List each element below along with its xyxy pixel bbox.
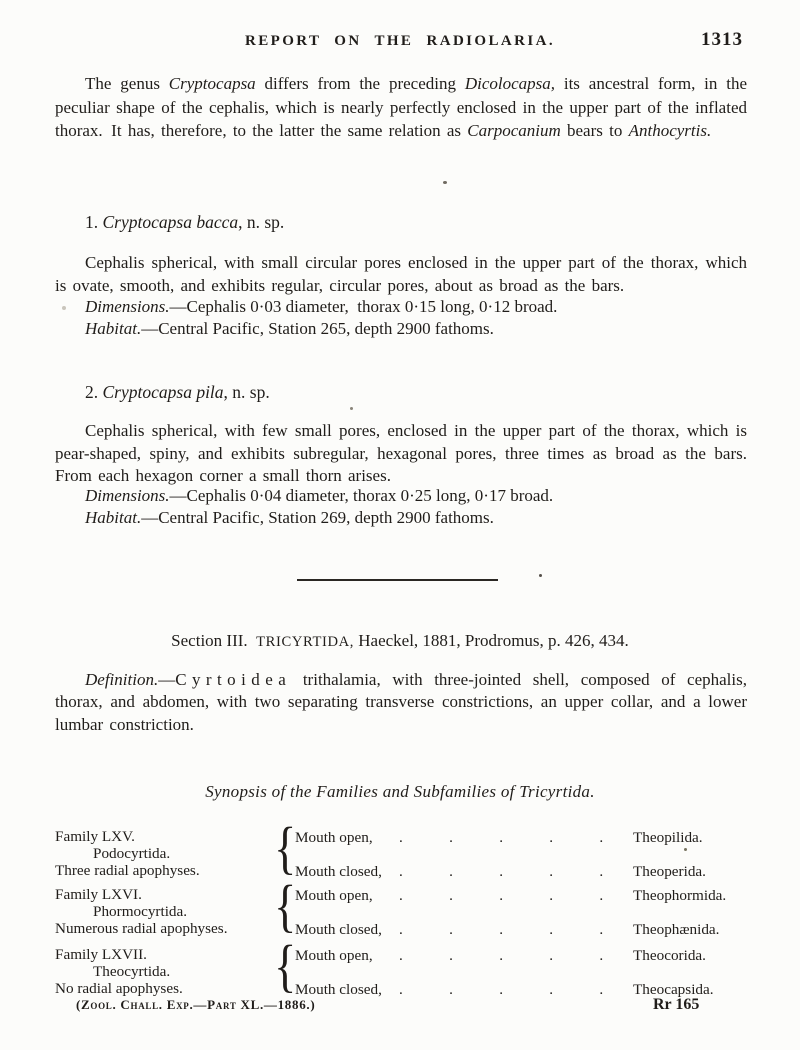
- family-result-label: Theocorida.: [633, 947, 706, 964]
- text-segment: —Central Pacific, Station 269, depth 2900 fathoms.: [141, 508, 494, 527]
- subfamily-label: Phormocyrtida.: [93, 903, 188, 920]
- family-label: Family LXVII.: [55, 946, 147, 963]
- synopsis-title: Synopsis of the Families and Subfamilies of Tricyrtida.: [205, 782, 595, 801]
- intro-paragraph: [55, 72, 747, 143]
- left-brace: {: [274, 815, 297, 880]
- family-result-label: Theophænida.: [633, 921, 720, 938]
- text-segment: Definition.: [85, 670, 159, 689]
- dot-leader: . . . . .: [399, 981, 604, 998]
- scan-speck: [684, 848, 687, 851]
- mouth-condition-label: Mouth closed,: [295, 863, 382, 880]
- running-head: REPORT ON THE RADIOLARIA.: [245, 33, 555, 49]
- text-segment: Cryptocapsa: [168, 74, 256, 93]
- species-1-heading: [85, 212, 284, 233]
- family-group-lxv: [0, 815, 800, 890]
- mouth-condition-label: Mouth open,: [295, 947, 373, 964]
- family-label: Family LXV.: [55, 828, 135, 845]
- text-segment: Haeckel, 1881, Prodromus, p. 426, 434.: [354, 631, 629, 650]
- species-2-habitat: [85, 508, 494, 528]
- species-2-dimensions: [85, 486, 553, 506]
- section-divider-rule: [297, 579, 498, 581]
- text-segment: Cyrtoidea: [175, 670, 292, 689]
- dot-leader: . . . . .: [399, 829, 604, 846]
- text-segment: trithalamia, with three-jointed shell, composed of cephalis, thorax, and abdomen, with two separating transverse constrictions, an upper collar, and a lower lumbar constriction.: [55, 670, 747, 734]
- text-segment: Cryptocapsa bacca: [102, 212, 239, 232]
- text-segment: its ancestral form, in the peculiar shape of the cephalis, which is nearly perfectly enclosed in the upper part of the inflated thorax. It has, therefore, to the latter the same relation as: [55, 74, 748, 141]
- subfamily-label: Podocyrtida.: [93, 845, 171, 862]
- text-segment: Habitat.: [85, 319, 142, 338]
- dot-leader: . . . . .: [399, 863, 604, 880]
- page-number: 1313: [701, 29, 743, 50]
- text-segment: Cephalis spherical, with small circular pores enclosed in the upper part of the thorax, which is ovate, smooth, and exhibits regular, circular pores, about as broad as the bars.: [55, 253, 747, 295]
- text-segment: Anthocyrtis.: [628, 121, 712, 141]
- dot-leader: . . . . .: [399, 887, 604, 904]
- text-segment: Carpocanium: [467, 121, 561, 141]
- dot-leader: . . . . .: [399, 921, 604, 938]
- mouth-condition-label: Mouth open,: [295, 887, 373, 904]
- text-segment: The genus: [85, 74, 169, 93]
- family-result-label: Theoperida.: [633, 863, 706, 880]
- dot-leader: . . . . .: [399, 947, 604, 964]
- scan-speck: [350, 407, 353, 410]
- text-segment: —Cephalis 0·04 diameter, thorax 0·25 long, 0·17 broad.: [169, 486, 554, 505]
- family-group-lxvi: [0, 873, 800, 948]
- mouth-condition-label: Mouth closed,: [295, 921, 382, 938]
- text-segment: , n. sp.: [223, 382, 270, 402]
- footer-imprint: (Zool. Chall. Exp.—Part XL.—1886.): [76, 997, 316, 1012]
- apophyses-label: No radial apophyses.: [55, 980, 183, 997]
- text-segment: Cephalis spherical, with few small pores, enclosed in the upper part of the thorax, which is pear-shaped, spiny, and exhibits subregular, hexagonal pores, three times as broad as the bars. From each hexagon corner a small thorn arises.: [55, 421, 747, 486]
- mouth-condition-label: Mouth closed,: [295, 981, 382, 998]
- left-brace: {: [274, 933, 297, 998]
- text-segment: Habitat.: [85, 508, 142, 527]
- species-2-heading: [85, 382, 270, 403]
- text-segment: —: [158, 670, 176, 689]
- scan-speck: [443, 181, 447, 184]
- scan-speck: [539, 574, 542, 577]
- text-segment: bears to: [560, 121, 629, 141]
- text-segment: 2.: [85, 382, 103, 402]
- scan-speck: [62, 306, 66, 310]
- mouth-condition-label: Mouth open,: [295, 829, 373, 846]
- text-segment: differs from the preceding: [255, 74, 465, 93]
- species-1-dimensions: [85, 297, 557, 317]
- apophyses-label: Three radial apophyses.: [55, 862, 200, 879]
- text-segment: —Cephalis 0·03 diameter, thorax 0·15 long, 0·12 broad.: [169, 297, 558, 316]
- text-segment: Dimensions.: [85, 486, 170, 505]
- left-brace: {: [274, 873, 297, 938]
- definition-paragraph: [55, 669, 747, 736]
- footer-signature: Rr 165: [653, 996, 700, 1013]
- text-segment: TRICYRTIDA,: [256, 634, 354, 650]
- family-result-label: Theophormida.: [633, 887, 727, 904]
- family-result-label: Theopilida.: [633, 829, 703, 846]
- text-segment: —Central Pacific, Station 265, depth 2900 fathoms.: [141, 319, 494, 338]
- text-segment: Dimensions.: [85, 297, 170, 316]
- species-1-habitat: [85, 319, 494, 339]
- apophyses-label: Numerous radial apophyses.: [55, 920, 228, 937]
- family-result-label: Theocapsida.: [633, 981, 714, 998]
- subfamily-label: Theocyrtida.: [93, 963, 171, 980]
- section-heading: [0, 631, 800, 651]
- family-label: Family LXVI.: [55, 886, 142, 903]
- text-segment: Dicolocapsa,: [464, 74, 556, 93]
- text-segment: , n. sp.: [238, 212, 285, 232]
- species-1-description: [55, 251, 747, 297]
- text-segment: Section III.: [171, 631, 257, 650]
- text-segment: 1.: [85, 212, 103, 232]
- text-segment: Cryptocapsa pila: [102, 382, 224, 402]
- species-2-description: [55, 420, 747, 488]
